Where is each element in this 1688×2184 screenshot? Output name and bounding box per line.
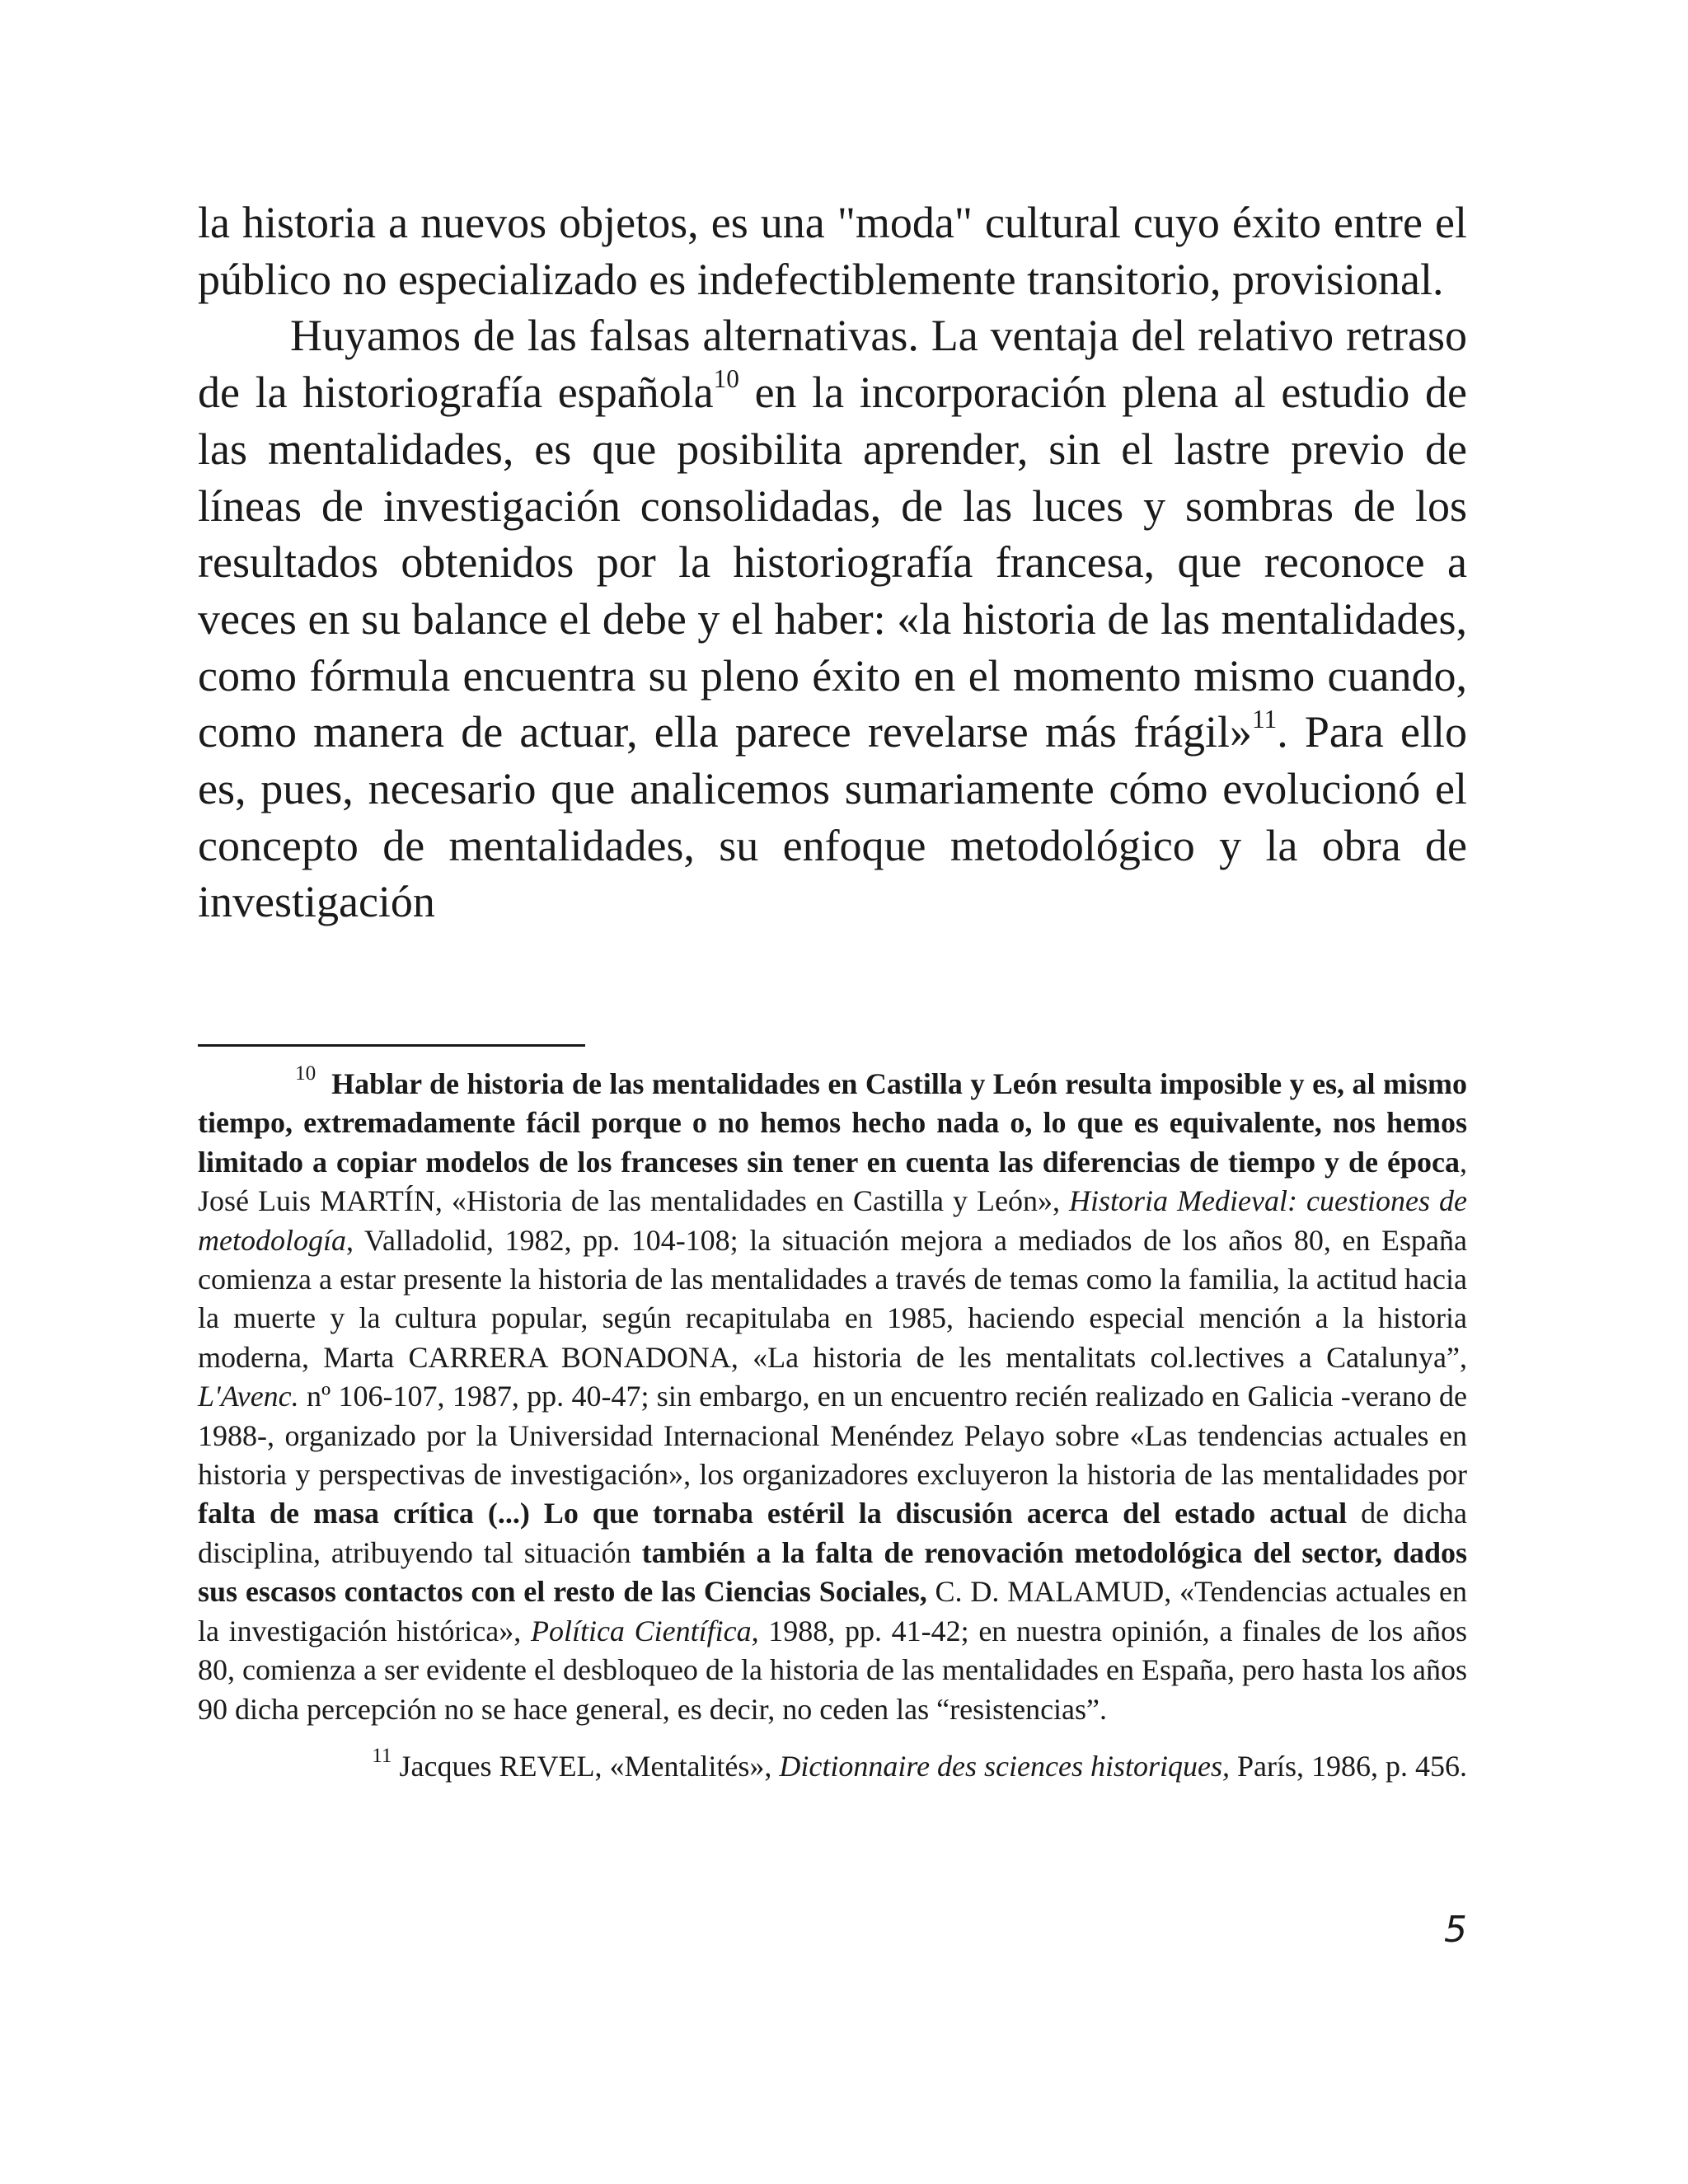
footnote-10-quote-2: falta de masa crítica (...) Lo que tornaba estéril la discusión acerca del estado actual bbox=[198, 1497, 1348, 1530]
footnote-separator bbox=[198, 1044, 585, 1047]
footnote-10 bbox=[198, 1062, 1467, 1729]
footnote-10-text-2: , Valladolid, 1982, pp. 104-108; la situación mejora a mediados de los años 80, en España comienza a estar presente la historia de las mentalidades a través de temas como la familia, la actitud hacia la muerte y la cultura popular, según recapitulaba en 1985, haciendo especial mención a la historia moderna, Marta CARRERA BONADONA, «La historia de les mentalitats col.lectives a Catalunya”, bbox=[198, 1223, 1467, 1374]
footnote-11 bbox=[198, 1747, 1467, 1786]
footnote-10-text-6: 1988, pp. 41-42; en nuestra opinión, a finales de los años 80, comienza a ser evidente el desbloqueo de la historia de las mentalidades en España, pero hasta los años 90 dicha percepción no se hace general, es decir, no ceden las “resistencias”. bbox=[198, 1614, 1467, 1726]
footnote-11-text-2: París, 1986, p. 456. bbox=[1230, 1749, 1467, 1783]
paragraph-2 bbox=[198, 307, 1467, 930]
paragraph-2-part-3: . Para ello es, pues, necesario que analicemos sumariamente cómo evolucionó el concepto de mentalidades, su enfoque metodológico y la obra de investigación bbox=[198, 707, 1467, 927]
footnote-10-text-5: C. D. MALAMUD, «Tendencias actuales en la investigación histórica», bbox=[198, 1575, 1467, 1647]
footnote-ref-11[interactable]: 11 bbox=[1252, 704, 1278, 733]
footnote-11-title: Dictionnaire des sciences historiques, bbox=[779, 1749, 1230, 1783]
footnote-10-title-1: Historia Medieval: cuestiones de metodología bbox=[198, 1184, 1467, 1257]
footnote-10-quote-3: también a la falta de renovación metodológica del sector, dados sus escasos contactos con el resto de las Ciencias Sociales, bbox=[198, 1535, 1467, 1609]
paragraph-1: la historia a nuevos objetos, es una "moda" cultural cuyo éxito entre el público no especializado es indefectiblemente transitorio, provisional. bbox=[198, 198, 1467, 304]
footnotes bbox=[198, 1062, 1467, 1786]
footnote-11-text-1: Jacques REVEL, «Mentalités», bbox=[392, 1749, 780, 1783]
footnote-10-quote-1: Hablar de historia de las mentalidades en Castilla y León resulta imposible y es, al mismo tiempo, extremadamente fácil porque o no hemos hecho nada o, lo que es equivalente, nos hemos limitado a copiar modelos de los franceses sin tener en cuenta las diferencias de tiempo y de época bbox=[198, 1067, 1467, 1179]
footnote-11-number: 11 bbox=[372, 1745, 392, 1768]
page-number: 5 bbox=[1444, 1909, 1467, 1951]
footnote-10-text-1: , José Luis MARTÍN, «Historia de las mentalidades en Castilla y León», bbox=[198, 1145, 1467, 1218]
footnote-10-text-4: de dicha disciplina, atribuyendo tal situación bbox=[198, 1497, 1467, 1569]
footnote-10-number: 10 bbox=[295, 1062, 316, 1085]
body-text bbox=[198, 194, 1467, 930]
paragraph-2-part-2: en la incorporación plena al estudio de las mentalidades, es que posibilita aprender, sin el lastre previo de líneas de investigación consolidadas, de las luces y sombras de los resultados obtenidos por la historiografía francesa, que reconoce a veces en su balance el debe y el haber: «la historia de las mentalidades, como fórmula encuentra su pleno éxito en el momento mismo cuando, como manera de actuar, ella parece revelarse más frágil» bbox=[198, 368, 1467, 757]
footnote-10-text-3: nº 106-107, 1987, pp. 40-47; sin embargo, en un encuentro recién realizado en Galicia -verano de 1988-, organizado por la Universidad Internacional Menéndez Pelayo sobre «Las tendencias actuales en historia y perspectivas de investigación», los organizadores excluyeron la historia de las mentalidades por bbox=[198, 1380, 1467, 1492]
paragraph-2-part-1: Huyamos de las falsas alternativas. La ventaja del relativo retraso de la historiografía española bbox=[198, 311, 1467, 418]
footnote-10-title-2: L'Avenc. bbox=[198, 1380, 299, 1413]
footnote-ref-10[interactable]: 10 bbox=[713, 364, 739, 394]
footnote-10-title-3: Política Científica, bbox=[530, 1614, 759, 1647]
